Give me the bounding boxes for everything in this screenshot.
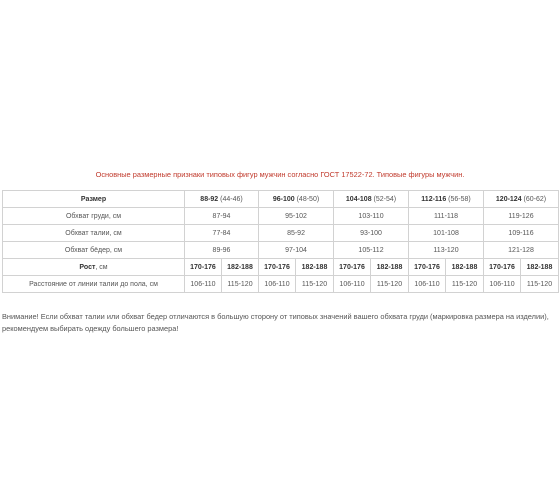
table-cell: 103-110: [334, 208, 409, 225]
row-label: Обхват бёдер, см: [3, 242, 185, 259]
size-table: [2, 190, 559, 293]
table-cell: 119-126: [484, 208, 559, 225]
table-cell: 109-116: [484, 225, 559, 242]
size-header-row: [3, 191, 559, 208]
table-cell: 77-84: [185, 225, 259, 242]
table-cell: 115-120: [446, 276, 484, 293]
distance-label: Расстояние от линии талии до пола, см: [3, 276, 185, 293]
height-cell: 170-176: [409, 259, 446, 276]
table-cell: 111-118: [409, 208, 484, 225]
height-cell: 170-176: [185, 259, 222, 276]
table-cell: 85-92: [259, 225, 334, 242]
table-cell: 115-120: [521, 276, 559, 293]
table-cell: 89-96: [185, 242, 259, 259]
table-cell: 106-110: [334, 276, 371, 293]
height-cell: 182-188: [296, 259, 334, 276]
row-label: Обхват талии, см: [3, 225, 185, 242]
size-header-cell: 120-124 (60-62): [484, 191, 559, 208]
table-cell: 95-102: [259, 208, 334, 225]
table-cell: 87-94: [185, 208, 259, 225]
height-cell: 170-176: [334, 259, 371, 276]
table-cell: 106-110: [185, 276, 222, 293]
table-caption: Основные размерные признаки типовых фигур мужчин согласно ГОСТ 17522-72. Типовые фигуры мужчин.: [95, 170, 465, 179]
table-row: [3, 225, 559, 242]
size-warning-note: Внимание! Если обхват талии или обхват бедер отличаются в большую сторону от типовых значений вашего обхвата груди (маркировка размера на изделии), рекомендуем выбирать одежду большего размера!: [2, 312, 549, 333]
height-cell: 170-176: [484, 259, 521, 276]
table-cell: 115-120: [371, 276, 409, 293]
size-header-cell: 104-108 (52-54): [334, 191, 409, 208]
table-cell: 115-120: [296, 276, 334, 293]
height-cell: 182-188: [371, 259, 409, 276]
table-cell: 113-120: [409, 242, 484, 259]
table-row: [3, 208, 559, 225]
height-cell: 182-188: [521, 259, 559, 276]
height-cell: 182-188: [222, 259, 259, 276]
table-cell: 97-104: [259, 242, 334, 259]
height-cell: 182-188: [446, 259, 484, 276]
table-cell: 105-112: [334, 242, 409, 259]
size-header-cell: 112-116 (56-58): [409, 191, 484, 208]
size-header-cell: 88-92 (44-46): [185, 191, 259, 208]
table-cell: 115-120: [222, 276, 259, 293]
table-cell: 101-108: [409, 225, 484, 242]
table-row: [3, 276, 559, 293]
height-cell: 170-176: [259, 259, 296, 276]
row-label: Обхват груди, см: [3, 208, 185, 225]
table-cell: 106-110: [259, 276, 296, 293]
table-row: [3, 242, 559, 259]
size-header-cell: 96-100 (48-50): [259, 191, 334, 208]
table-cell: 93-100: [334, 225, 409, 242]
height-header-label: Рост, см: [3, 259, 185, 276]
table-cell: 106-110: [409, 276, 446, 293]
table-cell: 106-110: [484, 276, 521, 293]
height-header-row: [3, 259, 559, 276]
table-cell: 121-128: [484, 242, 559, 259]
size-header-label: Размер: [3, 191, 185, 208]
